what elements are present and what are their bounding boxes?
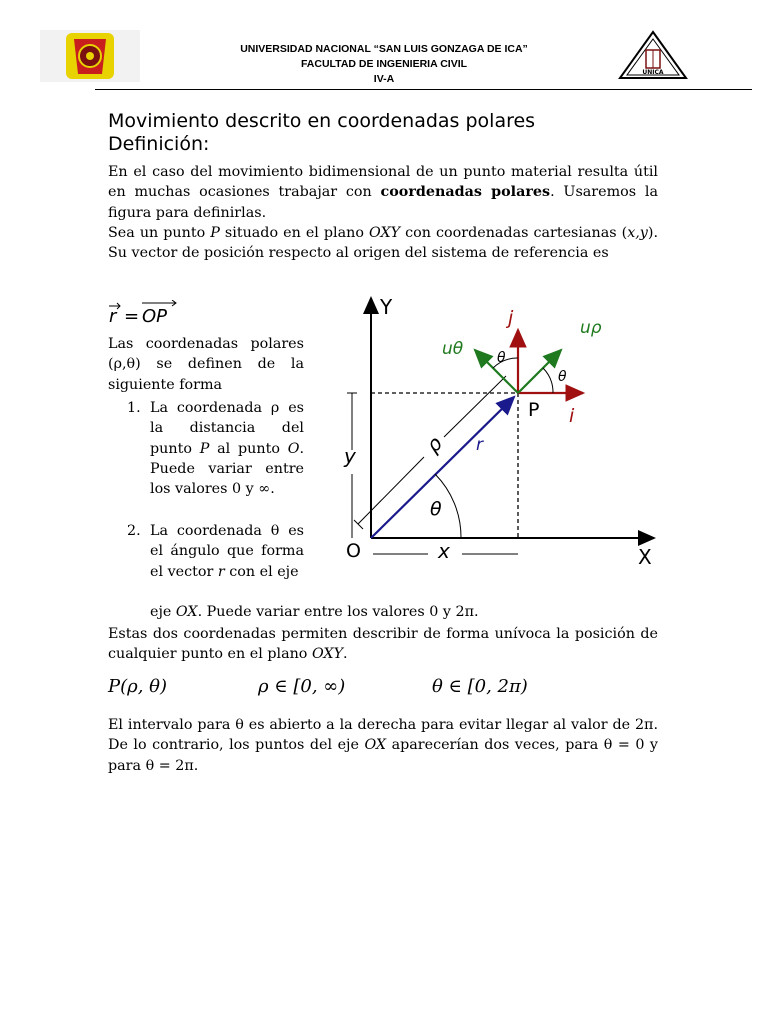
svg-text:r: r bbox=[109, 306, 117, 327]
x-axis-label: X bbox=[638, 545, 652, 569]
svg-text:=: = bbox=[124, 306, 140, 327]
list-number-2: 2. bbox=[127, 523, 141, 539]
definition-intro: Las coordenadas polares (ρ,θ) se definen de la siguiente forma bbox=[108, 336, 304, 393]
closing-paragraph: El intervalo para θ es abierto a la derecha para evitar llegar al valor de 2π. De lo contrario, los puntos del eje OX aparecerían dos veces, para θ = 0 y para θ = 2π. bbox=[108, 717, 659, 774]
r-vector-label: r bbox=[476, 435, 483, 455]
bold-term: coordenadas polares bbox=[380, 184, 551, 201]
page-header bbox=[0, 30, 768, 100]
after-list-paragraph: Estas dos coordenadas permiten describir de forma unívoca la posición de cualquier punto en el plano OXY. bbox=[108, 626, 658, 663]
list-number-1: 1. bbox=[127, 400, 141, 416]
vector-equation bbox=[108, 300, 188, 335]
equation-point: P(ρ, θ) bbox=[108, 676, 168, 697]
equation-theta-range: θ ∈ [0, 2π) bbox=[432, 676, 528, 697]
u-theta-label: uθ bbox=[442, 339, 464, 359]
theta-label: θ bbox=[430, 498, 442, 520]
rho-label: ρ bbox=[420, 431, 447, 458]
university-logo bbox=[40, 30, 140, 82]
equation-rho-range: ρ ∈ [0, ∞) bbox=[258, 676, 346, 697]
theta-label-u-theta: θ bbox=[497, 350, 506, 366]
header-text bbox=[160, 42, 608, 87]
theta-arc-u-rho bbox=[543, 368, 553, 393]
rho-dimension-tick bbox=[354, 520, 363, 529]
title-line-1: Movimiento descrito en coordenadas polares bbox=[108, 110, 536, 132]
x-dimension-label: x bbox=[438, 539, 450, 563]
polar-coordinates-figure bbox=[336, 290, 666, 580]
header-divider bbox=[95, 89, 752, 90]
page-title bbox=[108, 110, 535, 156]
point-p-label: P bbox=[528, 399, 540, 421]
rho-dimension-line-lower bbox=[358, 457, 424, 524]
j-vector-label: j bbox=[508, 307, 514, 329]
intro-paragraph-1: En el caso del movimiento bidimensional de un punto material resulta útil en muchas ocasiones trabajar con coordenadas polares. Usaremos la figura para definirlas. bbox=[108, 164, 658, 221]
y-axis-label: Y bbox=[380, 295, 393, 319]
section-label: IV-A bbox=[373, 73, 395, 85]
i-vector-label: i bbox=[569, 405, 575, 427]
position-vector-r bbox=[371, 397, 514, 538]
unit-vector-u-rho bbox=[518, 350, 561, 393]
unica-logo bbox=[618, 30, 688, 82]
list-item-1: La coordenada ρ es la distancia del punto P al punto O. Puede variar entre los valores 0 y ∞. bbox=[150, 400, 305, 498]
intro-paragraph-2: Sea un punto P situado en el plano OXY con coordenadas cartesianas (x,y). Su vector de posición respecto al origen del sistema de referencia es bbox=[108, 225, 658, 262]
origin-label: O bbox=[346, 540, 361, 562]
university-name: UNIVERSIDAD NACIONAL “SAN LUIS GONZAGA DE ICA” bbox=[240, 43, 528, 55]
u-rho-label: uρ bbox=[580, 318, 602, 338]
theta-label-u-rho: θ bbox=[558, 369, 567, 385]
list-item-2-part-1: La coordenada θ es el ángulo que forma el vector r con el eje bbox=[150, 523, 304, 580]
unica-text: UNICA bbox=[642, 69, 664, 76]
faculty-name: FACULTAD DE INGENIERIA CIVIL bbox=[300, 58, 468, 70]
rho-dimension-line-upper bbox=[444, 376, 506, 437]
y-dimension-label: y bbox=[344, 444, 356, 468]
svg-text:OP: OP bbox=[142, 306, 168, 327]
list-item-2-part-2: eje OX. Puede variar entre los valores 0 y 2π. bbox=[150, 604, 479, 620]
title-line-2: Definición: bbox=[108, 133, 210, 155]
